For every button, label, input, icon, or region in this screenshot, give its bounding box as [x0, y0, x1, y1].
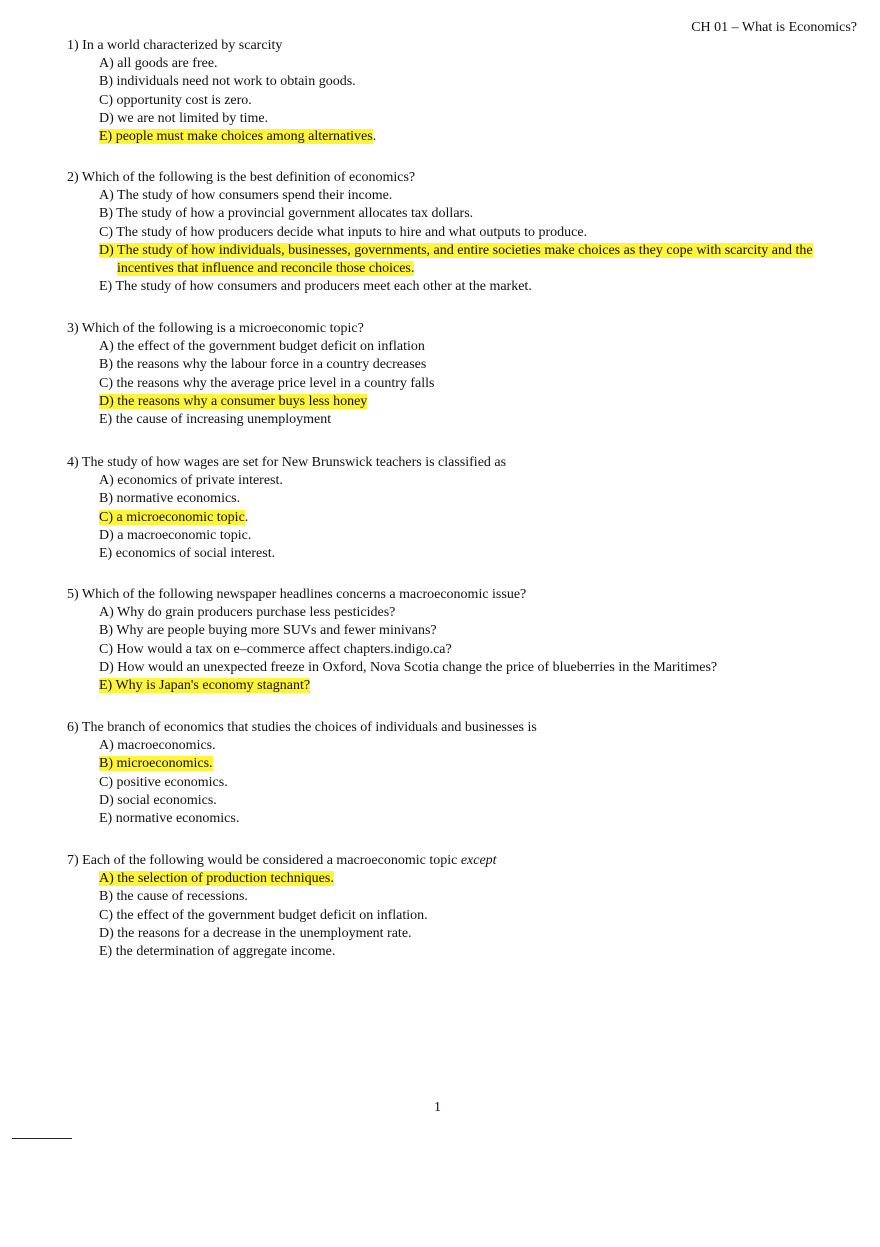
option-c: C) positive economics.	[99, 774, 228, 790]
question-5	[67, 586, 857, 695]
question-text: Which of the following is the best definition of economics?	[81, 170, 416, 185]
question-number: 7)	[67, 853, 79, 868]
option-a: A) Why do grain producers purchase less pesticides?	[99, 605, 396, 620]
option-list	[99, 604, 857, 695]
question-number: 1)	[67, 38, 79, 53]
option-c: C) the reasons why the average price level in a country falls	[99, 375, 435, 391]
option-d: D) the reasons for a decrease in the unemployment rate.	[99, 925, 412, 941]
option-e: E) the cause of increasing unemployment	[99, 412, 332, 428]
question-7	[67, 852, 857, 961]
question-text: The study of how wages are set for New Brunswick teachers is classified as	[81, 455, 507, 470]
question-number: 2)	[67, 170, 79, 185]
question-emphasis: except	[460, 853, 497, 868]
running-header: CH 01 – What is Economics?	[691, 20, 857, 35]
option-list	[99, 472, 857, 563]
option-a: A) the effect of the government budget deficit on inflation	[99, 339, 425, 354]
option-b: B) the cause of recessions.	[99, 889, 248, 905]
highlighted-answer: B) microeconomics.	[99, 756, 213, 772]
question-stem	[67, 320, 857, 338]
question-stem	[67, 719, 857, 737]
question-3	[67, 320, 857, 429]
option-b: B) normative economics.	[99, 491, 241, 507]
highlighted-answer: D) the reasons why a consumer buys less honey	[99, 393, 368, 409]
highlighted-answer: E) people must make choices among alternatives	[99, 129, 373, 145]
option-b: B) individuals need not work to obtain goods.	[99, 74, 356, 90]
option-a: A) macroeconomics.	[99, 738, 216, 753]
option-b: B) The study of how a provincial government allocates tax dollars.	[99, 206, 474, 222]
option-list	[99, 737, 857, 828]
option-d	[99, 242, 857, 279]
option-c	[99, 509, 857, 527]
option-e: E) the determination of aggregate income.	[99, 944, 336, 960]
option-b: B) the reasons why the labour force in a country decreases	[99, 357, 427, 373]
question-stem	[67, 37, 857, 55]
question-stem	[67, 586, 857, 604]
option-d: D) we are not limited by time.	[99, 110, 269, 126]
option-e: E) economics of social interest.	[99, 546, 276, 562]
option-e	[99, 677, 857, 695]
option-b	[99, 755, 857, 773]
option-d: D) social economics.	[99, 792, 217, 808]
option-b: B) Why are people buying more SUVs and fewer minivans?	[99, 623, 437, 639]
question-text: Which of the following newspaper headlines concerns a macroeconomic issue?	[81, 587, 527, 602]
option-a	[99, 870, 857, 888]
option-d: D) a macroeconomic topic.	[99, 527, 252, 543]
question-text: Each of the following would be considered a macroeconomic topic	[82, 853, 458, 868]
question-number: 6)	[67, 720, 79, 735]
option-d: D) How would an unexpected freeze in Oxford, Nova Scotia change the price of blueberries in the Maritimes?	[99, 659, 718, 675]
option-e: E) normative economics.	[99, 811, 240, 827]
option-c: C) The study of how producers decide what inputs to hire and what outputs to produce.	[99, 224, 588, 240]
question-text: In a world characterized by scarcity	[82, 38, 283, 53]
question-1	[67, 37, 857, 146]
option-a: A) The study of how consumers spend their income.	[99, 188, 393, 203]
option-list	[99, 870, 857, 961]
option-a: A) all goods are free.	[99, 56, 218, 71]
option-list	[99, 55, 857, 146]
page-number: 1	[434, 1100, 441, 1115]
footnote-divider	[12, 1138, 72, 1139]
option-suffix: .	[372, 129, 377, 145]
option-c: C) the effect of the government budget deficit on inflation.	[99, 907, 428, 923]
question-text: Which of the following is a microeconomic topic?	[81, 321, 364, 336]
highlighted-answer: E) Why is Japan's economy stagnant?	[99, 678, 311, 694]
question-4	[67, 454, 857, 563]
option-d	[99, 393, 857, 411]
question-stem	[67, 169, 857, 187]
question-text: The branch of economics that studies the choices of individuals and businesses is	[81, 720, 537, 735]
question-2	[67, 169, 857, 297]
question-stem	[67, 852, 857, 870]
highlighted-answer: A) the selection of production techniques.	[99, 871, 334, 886]
highlighted-answer: C) a microeconomic topic	[99, 509, 245, 525]
question-number: 5)	[67, 587, 79, 602]
option-c: C) How would a tax on e–commerce affect chapters.indigo.ca?	[99, 641, 452, 657]
question-number: 3)	[67, 321, 79, 336]
option-e: E) The study of how consumers and producers meet each other at the market.	[99, 279, 532, 295]
option-suffix: .	[244, 509, 249, 525]
question-number: 4)	[67, 455, 79, 470]
option-a: A) economics of private interest.	[99, 473, 283, 488]
option-list	[99, 338, 857, 429]
highlighted-answer: D) The study of how individuals, businesses, governments, and entire societies make choices as they cope with scarcity and the incentives that influence and reconcile those choices.	[99, 242, 813, 277]
option-c: C) opportunity cost is zero.	[99, 92, 252, 108]
question-stem	[67, 454, 857, 472]
option-list	[99, 187, 857, 297]
question-6	[67, 719, 857, 828]
option-e	[99, 128, 857, 146]
